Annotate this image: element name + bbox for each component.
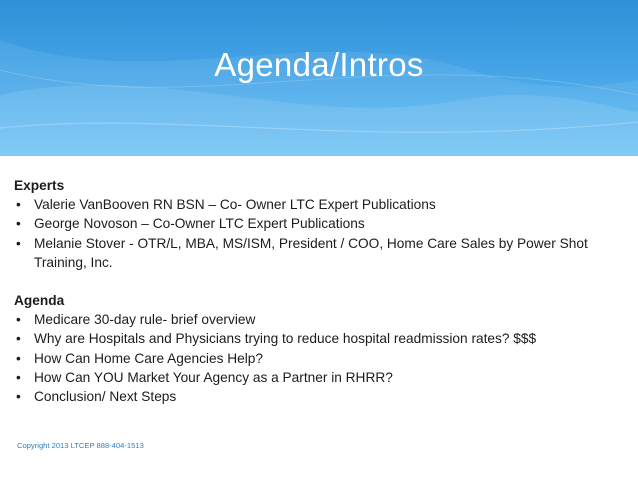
experts-heading: Experts xyxy=(14,178,65,193)
list-item: • George Novoson – Co-Owner LTC Expert Publications xyxy=(14,214,632,233)
list-item: • Valerie VanBooven RN BSN – Co- Owner LTC Expert Publications xyxy=(14,195,632,214)
list-item: • How Can YOU Market Your Agency as a Partner in RHRR? xyxy=(14,368,632,387)
slide-body xyxy=(14,176,632,406)
list-item: • Medicare 30-day rule- brief overview xyxy=(14,310,632,329)
agenda-heading: Agenda xyxy=(14,293,65,309)
section-spacer xyxy=(14,272,632,291)
list-item: • Conclusion/ Next Steps xyxy=(14,387,632,406)
slide-title-text: Agenda/Intros xyxy=(214,46,424,83)
slide-title xyxy=(0,46,638,84)
agenda-list xyxy=(14,310,632,406)
slide-header xyxy=(0,0,638,156)
list-item: • Melanie Stover - OTR/L, MBA, MS/ISM, President / COO, Home Care Sales by Power Shot Training, Inc. xyxy=(14,234,632,272)
copyright-footer: Copyright 2013 LTCEP 888-404-1513 xyxy=(17,441,144,450)
list-item: • Why are Hospitals and Physicians trying to reduce hospital readmission rates? $$$ xyxy=(14,329,632,348)
list-item: • How Can Home Care Agencies Help? xyxy=(14,349,632,368)
experts-list xyxy=(14,195,632,272)
